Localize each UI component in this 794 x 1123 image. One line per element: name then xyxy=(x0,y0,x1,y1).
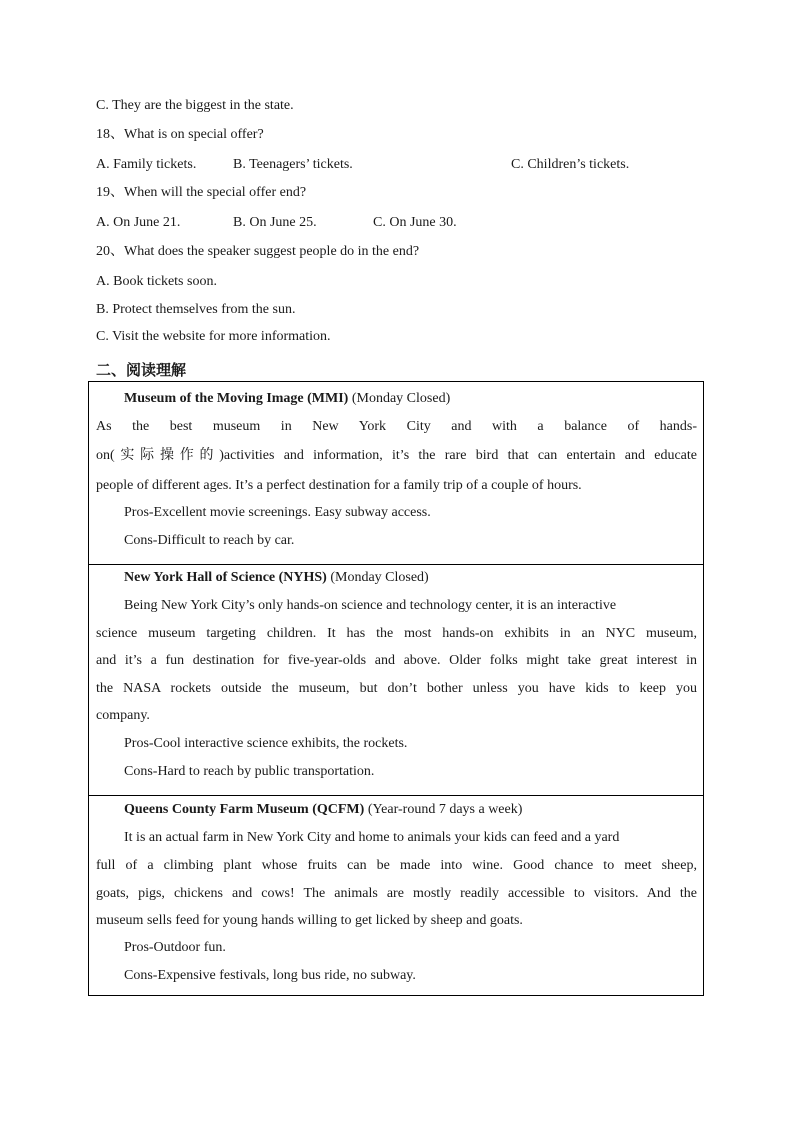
q20-option-c: C. Visit the website for more information. xyxy=(96,329,331,344)
museum-text-line: It is an actual farm in New York City and home to animals your kids can feed and a yard xyxy=(124,830,620,845)
museum-text-line: full of a climbing plant whose fruits can be made into wine. Good chance to meet sheep, xyxy=(96,858,697,873)
q20-option-b: B. Protect themselves from the sun. xyxy=(96,302,296,317)
q19-prompt: 19、When will the special offer end? xyxy=(96,185,307,200)
section-title: 二、阅读理解 xyxy=(96,361,187,379)
museum-text-line: the NASA rockets outside the museum, but don’t bother unless you have kids to keep you xyxy=(96,681,697,696)
museum-cell-qcfm xyxy=(89,796,703,995)
museum-name: Museum of the Moving Image (MMI) xyxy=(124,391,349,406)
museum-pros: Pros-Cool interactive science exhibits, the rockets. xyxy=(124,736,408,751)
museum-text-line: Being New York City’s only hands-on science and technology center, it is an interactive xyxy=(124,598,617,613)
q19-option-b: B. On June 25. xyxy=(233,215,317,230)
museum-text-line: As the best museum in New York City and with a balance of hands- xyxy=(96,419,697,434)
q20-option-a: A. Book tickets soon. xyxy=(96,274,217,289)
q19-option-c: C. On June 30. xyxy=(373,215,457,230)
museum-text-line: people of different ages. It’s a perfect destination for a family trip of a couple of hours. xyxy=(96,478,582,493)
museum-cons: Cons-Difficult to reach by car. xyxy=(124,533,295,548)
museum-text-line: science museum targeting children. It has the most hands-on exhibits in an NYC museum, xyxy=(96,626,697,641)
museum-cell-nyhs xyxy=(89,565,703,794)
museum-text-line: on(实际操作的)activities and information, it’s the rare bird that can entertain and educate xyxy=(96,448,697,463)
museum-name: Queens County Farm Museum (QCFM) xyxy=(124,802,365,817)
museum-pros: Pros-Outdoor fun. xyxy=(124,940,226,955)
museum-table xyxy=(88,381,704,996)
museum-heading xyxy=(124,801,522,819)
museum-text-line: goats, pigs, chickens and cows! The animals are mostly readily accessible to visitors. And the xyxy=(96,886,697,901)
museum-hours: (Monday Closed) xyxy=(348,391,451,406)
museum-cons: Cons-Hard to reach by public transportation. xyxy=(124,764,375,779)
q18-option-c: C. Children’s tickets. xyxy=(511,157,630,172)
q18-option-b: B. Teenagers’ tickets. xyxy=(233,157,353,172)
museum-hours: (Year-round 7 days a week) xyxy=(364,802,523,817)
q18-option-a: A. Family tickets. xyxy=(96,157,197,172)
museum-cell-mmi xyxy=(89,382,703,564)
museum-name: New York Hall of Science (NYHS) xyxy=(124,570,327,585)
q19-option-a: A. On June 21. xyxy=(96,215,181,230)
museum-text-line: museum sells feed for young hands willing to get licked by sheep and goats. xyxy=(96,913,523,928)
q18-prompt: 18、What is on special offer? xyxy=(96,127,264,142)
museum-heading xyxy=(124,569,429,587)
museum-pros: Pros-Excellent movie screenings. Easy subway access. xyxy=(124,505,431,520)
museum-cons: Cons-Expensive festivals, long bus ride, no subway. xyxy=(124,968,416,983)
museum-hours: (Monday Closed) xyxy=(326,570,429,585)
q17-option-c: C. They are the biggest in the state. xyxy=(96,98,294,113)
q20-prompt: 20、What does the speaker suggest people do in the end? xyxy=(96,244,420,259)
museum-heading xyxy=(124,390,450,408)
museum-text-line: and it’s a fun destination for five-year-olds and above. Older folks might take great interest in xyxy=(96,653,697,668)
museum-text-line: company. xyxy=(96,708,150,723)
